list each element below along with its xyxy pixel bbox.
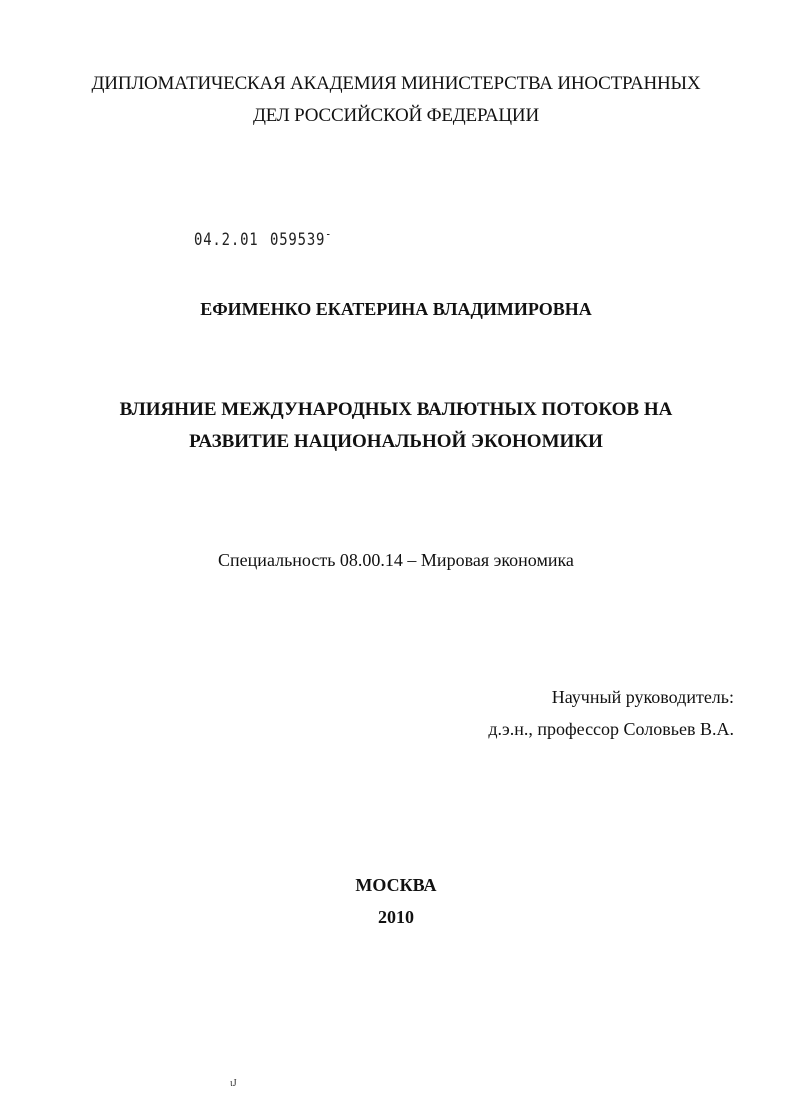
- year: 2010: [378, 907, 414, 927]
- thesis-title-line-1: ВЛИЯНИЕ МЕЖДУНАРОДНЫХ ВАЛЮТНЫХ ПОТОКОВ НА: [119, 399, 673, 420]
- stamp-code-part-2: 059539: [269, 230, 326, 250]
- thesis-title-line-2: РАЗВИТИЕ НАЦИОНАЛЬНОЙ ЭКОНОМИКИ: [189, 431, 603, 452]
- supervisor-name: д.э.н., профессор Соловьев В.А.: [488, 719, 734, 739]
- author-name: ЕФИМЕНКО ЕКАТЕРИНА ВЛАДИМИРОВНА: [200, 299, 592, 319]
- supervisor-label: Научный руководитель:: [551, 687, 734, 707]
- registration-stamp: [194, 227, 333, 250]
- city: МОСКВА: [355, 875, 437, 895]
- institution-line-2: ДЕЛ РОССИЙСКОЙ ФЕДЕРАЦИИ: [253, 105, 539, 126]
- institution-line-1: ДИПЛОМАТИЧЕСКАЯ АКАДЕМИЯ МИНИСТЕРСТВА ИНОСТРАННЫХ: [91, 73, 701, 94]
- scan-mark: ιJ: [230, 1078, 237, 1089]
- stamp-code-part-1: 04.2.01: [194, 230, 259, 250]
- stamp-suffix: -: [325, 227, 333, 241]
- specialty: Специальность 08.00.14 – Мировая экономика: [218, 550, 574, 570]
